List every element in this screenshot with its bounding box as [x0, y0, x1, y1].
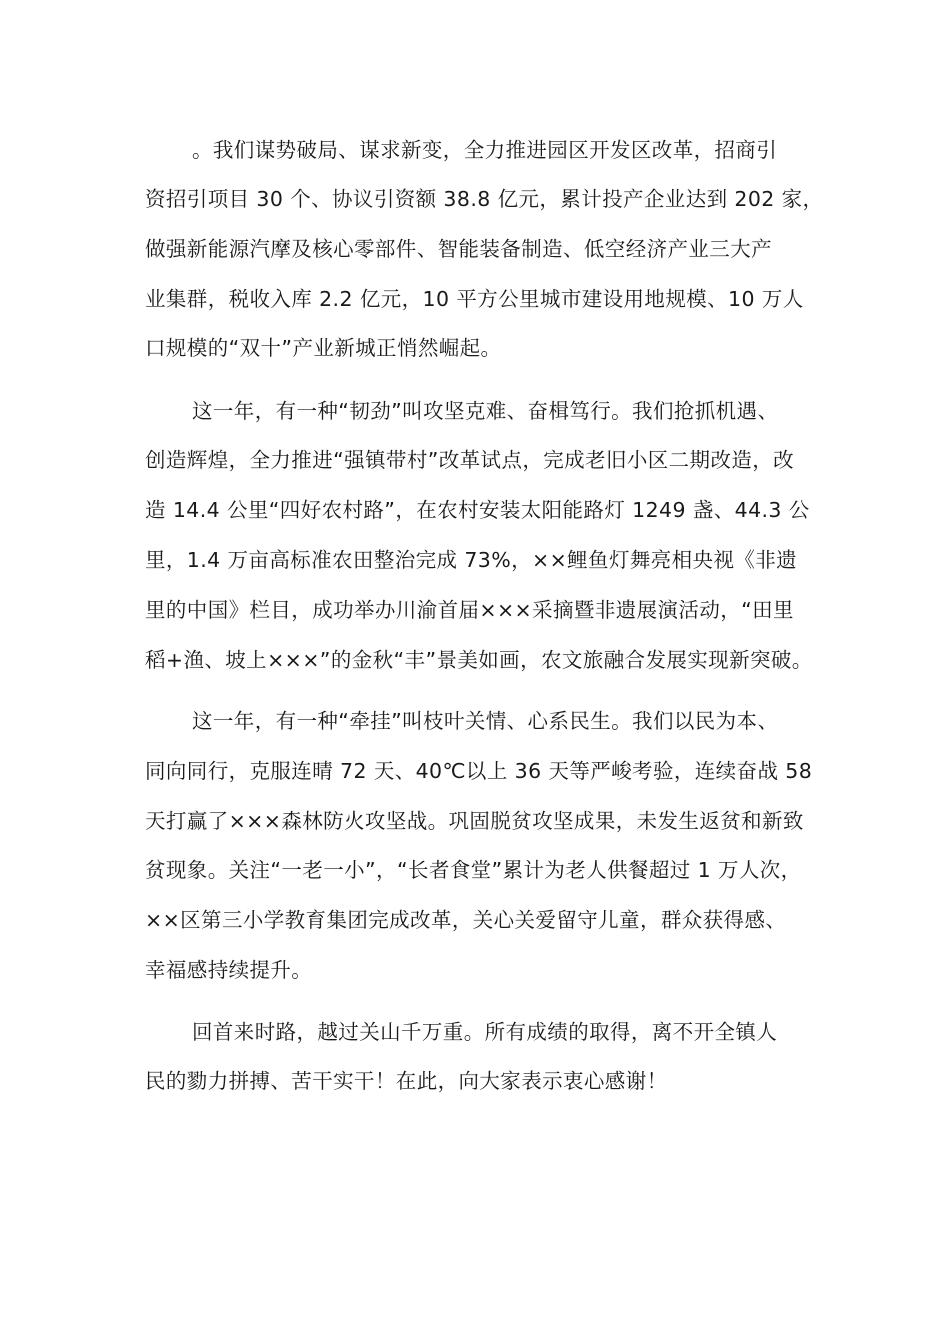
text-line: 幸福感持续提升。 — [145, 958, 313, 982]
text-line: 天打赢了×××森林防火攻坚战。巩固脱贫攻坚成果，未发生返贫和新致 — [145, 809, 804, 833]
text-line: 回首来时路，越过关山千万重。所有成绩的取得，离不开全镇人 — [192, 1020, 778, 1044]
text-line: 民的勠力拼搏、苦干实干！在此，向大家表示衷心感谢！ — [145, 1069, 668, 1093]
text-line: 业集群，税收入库 2.2 亿元，10 平方公里城市建设用地规模、10 万人 — [145, 287, 804, 311]
text-line: 口规模的“双十”产业新城正悄然崛起。 — [145, 336, 502, 360]
text-line: 这一年，有一种“牵挂”叫枝叶关情、心系民生。我们以民为本、 — [192, 709, 779, 733]
text-line: 。我们谋势破局、谋求新变，全力推进园区开发区改革，招商引 — [192, 138, 778, 162]
text-line: 创造辉煌，全力推进“强镇带村”改革试点，完成老旧小区二期改造，改 — [145, 448, 795, 472]
text-line: 稻+渔、坡上×××”的金秋“丰”景美如画，农文旅融合发展实现新突破。 — [145, 648, 813, 672]
text-line: 这一年，有一种“韧劲”叫攻坚克难、奋楫笃行。我们抢抓机遇、 — [192, 399, 779, 423]
text-line: 里的中国》栏目，成功举办川渝首届×××采摘暨非遗展演活动，“田里 — [145, 598, 794, 622]
text-line: ××区第三小学教育集团完成改革，关心关爱留守儿童，群众获得感、 — [145, 908, 787, 932]
text-line: 做强新能源汽摩及核心零部件、智能装备制造、低空经济产业三大产 — [145, 237, 772, 261]
text-line: 贫现象。关注“一老一小”，“长者食堂”累计为老人供餐超过 1 万人次， — [145, 858, 802, 882]
text-line: 资招引项目 30 个、协议引资额 38.8 亿元，累计投产企业达到 202 家， — [145, 187, 824, 211]
text-line: 里，1.4 万亩高标准农田整治完成 73%，××鲤鱼灯舞亮相央视《非遗 — [145, 548, 798, 572]
text-line: 造 14.4 公里“四好农村路”，在农村安装太阳能路灯 1249 盏、44.3 公 — [145, 498, 810, 522]
text-line: 同向同行，克服连晴 72 天、40℃以上 36 天等严峻考验，连续奋战 58 — [145, 759, 813, 783]
